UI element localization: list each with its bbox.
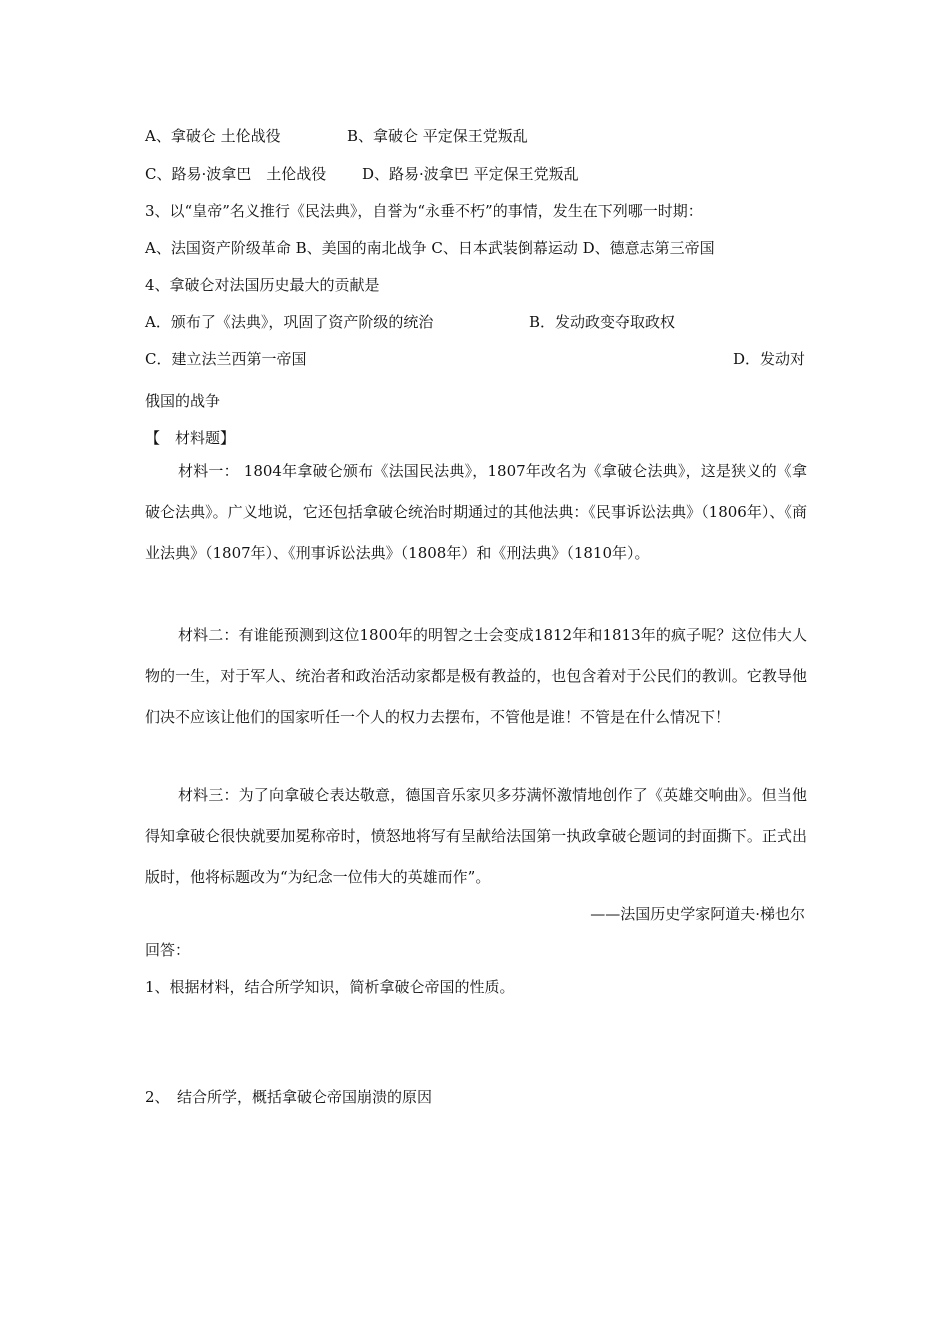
material-3: 材料三：为了向拿破仑表达敬意，德国音乐家贝多芬满怀激情地创作了《英雄交响曲》。但当他得知拿破仑很快就要加冕称帝时，愤怒地将写有呈献给法国第一执政拿破仑题词的封面撕下。正式出版时，他将标题改为“为纪念一位伟大的英雄而作”。 — [145, 786, 807, 886]
material-2: 材料二：有谁能预测到这位1800年的明智之士会变成1812年和1813年的疯子呢？这位伟大人物的一生，对于军人、统治者和政治活动家都是极有教益的，也包含着对于公民们的教训。它教导他们决不应该让他们的国家听任一个人的权力去摆布，不管他是谁！不管是在什么情况下！ — [145, 626, 807, 726]
q2-option-b: B、拿破仑 平定保王党叛乱 — [347, 127, 528, 145]
q4-option-b: B．发动政变夺取政权 — [529, 313, 676, 331]
q4-stem: 4、拿破仑对法国历史最大的贡献是 — [145, 276, 380, 294]
material-heading: 【 材料题】 — [145, 429, 236, 447]
q2-option-a: A、拿破仑 土伦战役 — [145, 127, 281, 145]
answer-label: 回答： — [145, 941, 191, 959]
q3-options: A、法国资产阶级革命 B、美国的南北战争 C、日本武装倒幕运动 D、德意志第三帝国 — [145, 239, 715, 257]
q2-option-c: C、路易·波拿巴 土伦战役 — [145, 165, 327, 183]
material-1: 材料一： 1804年拿破仑颁布《法国民法典》，1807年改名为《拿破仑法典》，这是狭义的《拿破仑法典》。广义地说，它还包括拿破仑统治时期通过的其他法典：《民事诉讼法典》（1806年）、《商业法典》（1807年）、《刑事诉讼法典》（1808年）和《刑法典》（1810年）。 — [145, 462, 807, 562]
q4-option-d: D．发动对 — [732, 350, 805, 368]
q4-option-d-continued: 俄国的战争 — [145, 392, 221, 410]
answer-question-1: 1、根据材料，结合所学知识，简析拿破仑帝国的性质。 — [145, 978, 515, 996]
q2-option-d: D、路易·波拿巴 平定保王党叛乱 — [362, 165, 579, 183]
material-source: ——法国历史学家阿道夫·梯也尔 — [590, 905, 805, 923]
q3-stem: 3、以“皇帝”名义推行《民法典》，自誉为“永垂不朽”的事情，发生在下列哪一时期： — [145, 202, 703, 220]
answer-question-2: 2、 结合所学，概括拿破仑帝国崩溃的原因 — [145, 1088, 433, 1106]
q4-option-c: C．建立法兰西第一帝国 — [145, 350, 307, 368]
q4-option-a: A．颁布了《法典》，巩固了资产阶级的统治 — [145, 313, 434, 331]
